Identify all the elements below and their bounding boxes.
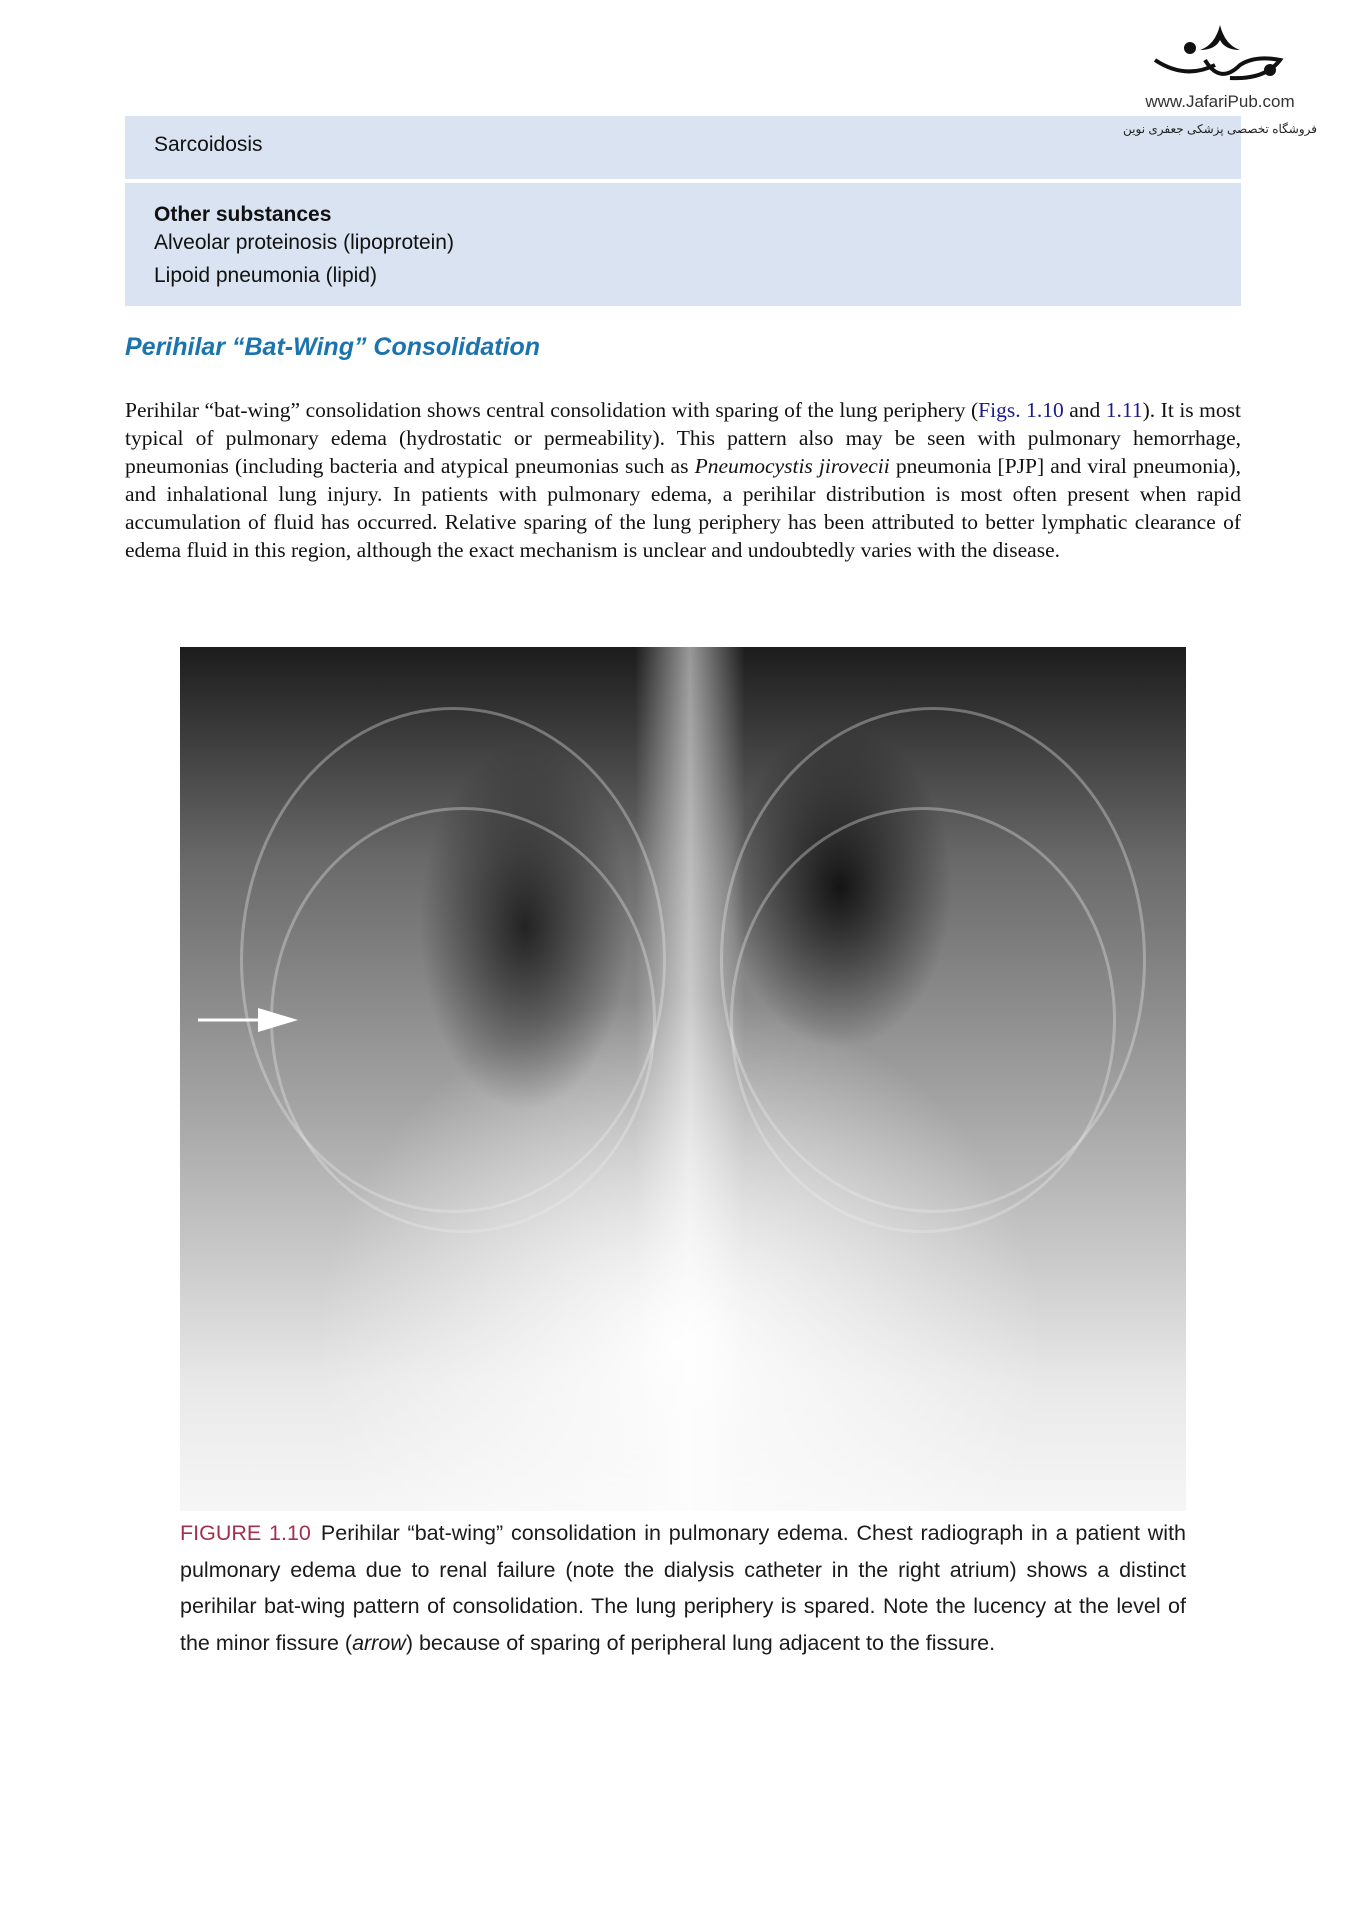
para-text: pneumonia [PJP] and viral pneumonia), and inhalational lung injury. In patients with pulmonary edema, a perihilar distribution is most often present when rapid accumulation of fluid has occurred. Relative sparing of the lung periphery has been attributed to better lymphatic clearance of edema fluid in this region, although the exact mechanism is unclear and undoubtedly varies with the disease.	[125, 454, 1242, 562]
para-text: and	[1063, 398, 1106, 422]
caption-text: ) because of sparing of peripheral lung adjacent to the fissure.	[405, 1630, 996, 1655]
table-subheading: Other substances	[154, 203, 332, 226]
table-row-sarcoidosis	[125, 116, 1241, 179]
figure-link[interactable]: Figs. 1.10	[978, 398, 1064, 422]
publisher-logo	[1110, 20, 1330, 160]
figure-caption	[180, 1515, 1186, 1661]
logo-subtitle: فروشگاه تخصصی پزشکی جعفری نوین	[1123, 122, 1317, 136]
logo-url: www.JafariPub.com	[1145, 92, 1295, 111]
para-text: ). It is most typical of pulmonary edema (hydrostatic or permeability). This pattern also may be seen with pulmonary hemorrhage, pneumonias (including bacteria and atypical pneumonias such as	[125, 398, 1241, 478]
section-heading: Perihilar “Bat-Wing” Consolidation	[125, 333, 541, 361]
calligraphy-logo-icon	[1145, 20, 1295, 90]
para-italic: Pneumocystis jirovecii	[694, 454, 890, 478]
table-item: Lipoid pneumonia (lipid)	[154, 264, 377, 287]
white-arrow-icon	[198, 1005, 298, 1035]
table-row-other-substances	[125, 183, 1241, 306]
table-cell-text: Sarcoidosis	[154, 133, 263, 156]
spine-shadow	[635, 647, 745, 1511]
para-text: Perihilar “bat-wing” consolidation shows central consolidation with sparing of the lung periphery (	[125, 398, 979, 422]
table-item: Alveolar proteinosis (lipoprotein)	[154, 231, 454, 254]
body-paragraph	[125, 396, 1241, 564]
figure-link[interactable]: 1.11	[1105, 398, 1143, 422]
chest-radiograph-image	[180, 647, 1186, 1511]
rib-shadow	[270, 807, 656, 1233]
caption-text: Perihilar “bat-wing” consolidation in pulmonary edema. Chest radiograph in a patient with pulmonary edema due to renal failure (note the dialysis catheter in the right atrium) shows a distinct perihilar bat-wing pattern of consolidation. The lung periphery is spared. Note the lucency at the level of the minor fissure (	[180, 1521, 1186, 1655]
caption-italic: arrow	[352, 1630, 406, 1655]
rib-shadow	[730, 807, 1116, 1233]
figure-label: FIGURE 1.10	[180, 1521, 311, 1545]
